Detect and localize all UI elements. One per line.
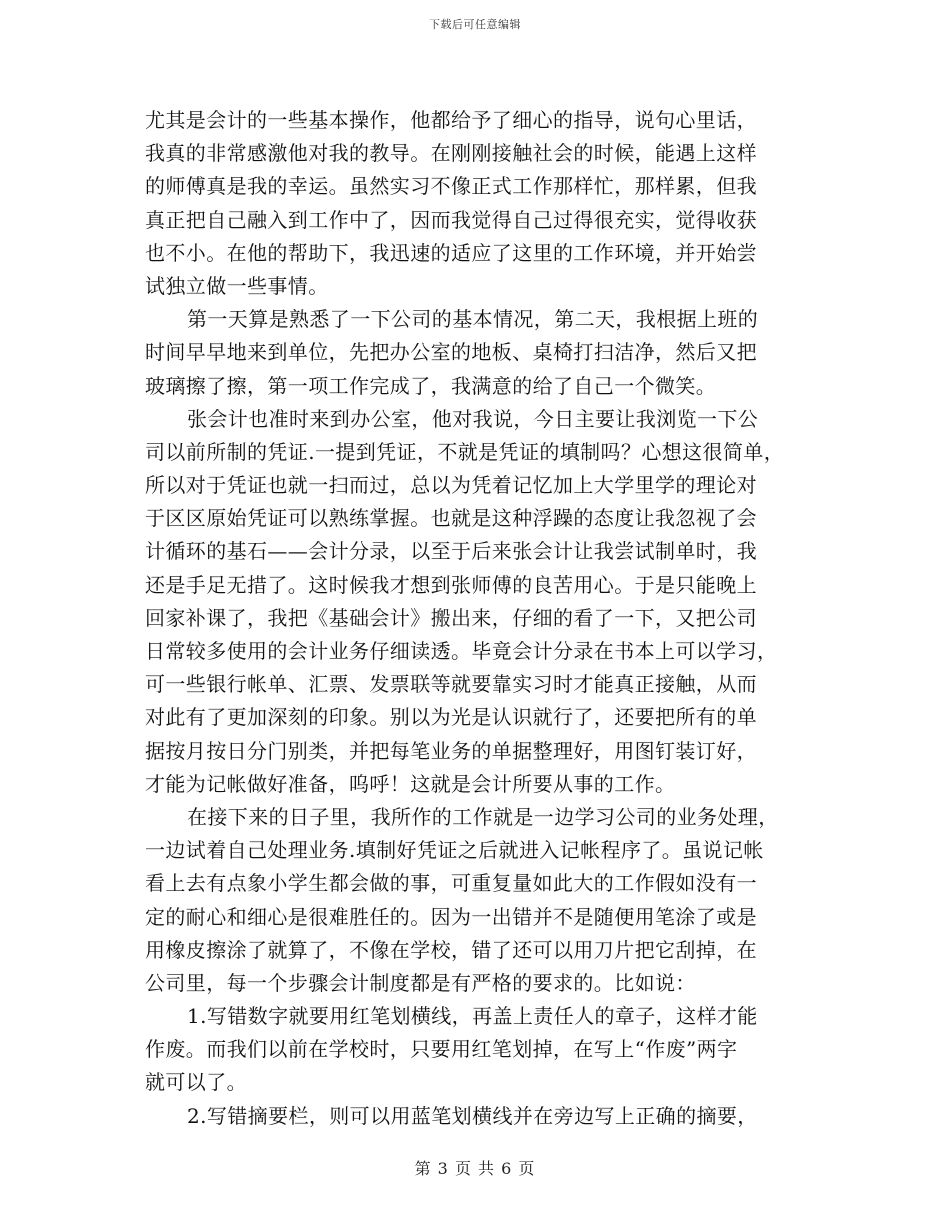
text-line: 才能为记帐做好准备，呜呼！这就是会计所要从事的工作。: [145, 771, 676, 796]
text-line: 尤其是会计的一些基本操作，他都给予了细心的指导，说句心里话，: [145, 108, 757, 132]
text-line: 看上去有点象小学生都会做的事，可重复量如此大的工作假如没有一: [145, 871, 757, 896]
text-line: 计循环的基石——会计分录，以至于后来张会计让我尝试制单时，我: [145, 539, 757, 564]
text-line: 试独立做一些事情。: [145, 273, 329, 298]
text-line: 定的耐心和细心是很难胜任的。因为一出错并不是随便用笔涂了或是: [145, 904, 757, 929]
text-line: 一边试着自己处理业务.填制好凭证之后就进入记帐程序了。虽说记帐: [145, 838, 764, 863]
text-line: 作废。而我们以前在学校时，只要用红笔划掉，在写上“作废”两字: [145, 1037, 738, 1062]
text-line: 的师傅真是我的幸运。虽然实习不像正式工作那样忙，那样累，但我: [145, 174, 757, 199]
text-line: 据按月按日分门别类，并把每笔业务的单据整理好，用图钉装订好，: [145, 738, 757, 763]
text-line: 真正把自己融入到工作中了，因而我觉得自己过得很充实，觉得收获: [145, 207, 757, 232]
text-line: 玻璃擦了擦，第一项工作完成了，我满意的给了自己一个微笑。: [145, 373, 717, 398]
text-line: 时间早早地来到单位，先把办公室的地板、桌椅打扫洁净，然后又把: [145, 340, 757, 365]
text-line: 也不小。在他的帮助下，我迅速的适应了这里的工作环境，并开始尝: [145, 240, 757, 265]
text-line: 于区区原始凭证可以熟练掌握。也就是这种浮躁的态度让我忽视了会: [145, 506, 757, 531]
text-line: 就可以了。: [145, 1070, 247, 1095]
text-line: 所以对于凭证也就一扫而过，总以为凭着记忆加上大学里学的理论对: [145, 473, 757, 498]
text-line: 可一些银行帐单、汇票、发票联等就要靠实习时才能真正接触，从而: [145, 672, 757, 697]
page-header: 下载后可任意编辑: [429, 18, 521, 31]
text-line: 张会计也准时来到办公室，他对我说，今日主要让我浏览一下公: [187, 406, 759, 431]
text-line: 1.写错数字就要用红笔划横线，再盖上责任人的章子，这样才能: [187, 1004, 758, 1029]
text-line: 用橡皮擦涂了就算了，不像在学校，错了还可以用刀片把它刮掉，在: [145, 937, 757, 962]
text-line: 第一天算是熟悉了一下公司的基本情况，第二天，我根据上班的: [187, 307, 759, 332]
text-line: 2.写错摘要栏，则可以用蓝笔划横线并在旁边写上正确的摘要，: [187, 1103, 758, 1128]
text-line: 我真的非常感激他对我的教导。在刚刚接触社会的时候，能遇上这样: [145, 141, 757, 166]
document-body: [145, 104, 815, 1133]
text-line: 在接下来的日子里，我所作的工作就是一边学习公司的业务处理，: [187, 804, 779, 829]
text-line: 司以前所制的凭证.一提到凭证，不就是凭证的填制吗？心想这很简单，: [145, 439, 785, 464]
text-line: 日常较多使用的会计业务仔细读透。毕竟会计分录在书本上可以学习，: [145, 639, 778, 663]
text-line: 对此有了更加深刻的印象。别以为光是认识就行了，还要把所有的单: [145, 705, 757, 730]
text-line: 公司里，每一个步骤会计制度都是有严格的要求的。比如说：: [145, 970, 696, 995]
text-line: 还是手足无措了。这时候我才想到张师傅的良苦用心。于是只能晚上: [145, 572, 757, 597]
text-line: 回家补课了，我把《基础会计》搬出来，仔细的看了一下，又把公司: [145, 605, 757, 630]
page-footer: 第 3 页 共 6 页: [414, 1159, 536, 1178]
